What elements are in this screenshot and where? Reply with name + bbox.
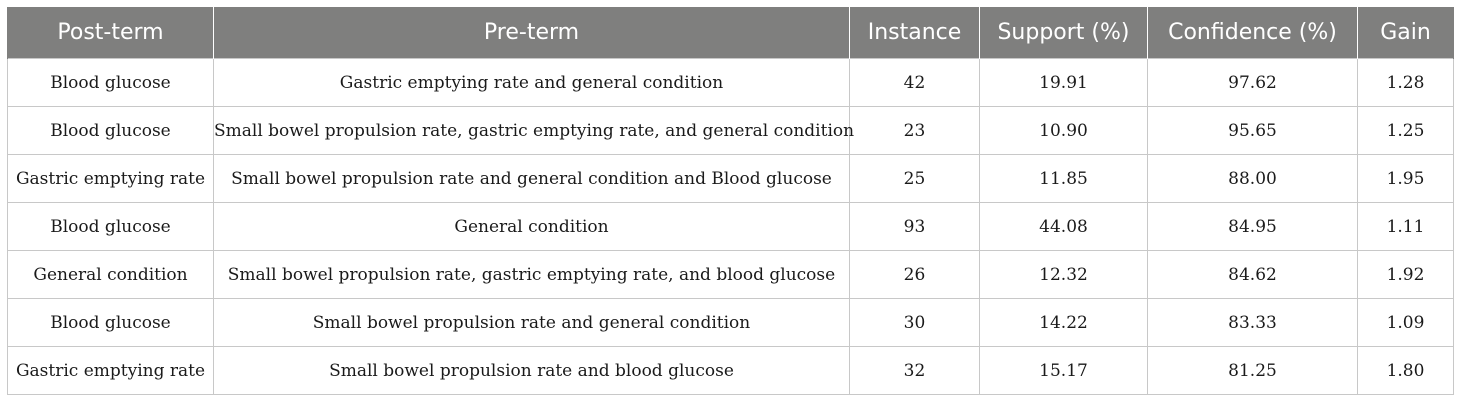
cell-support: 15.17	[980, 347, 1148, 395]
cell-post-term: Blood glucose	[8, 107, 214, 155]
cell-post-term: Gastric emptying rate	[8, 155, 214, 203]
cell-instance: 26	[850, 251, 980, 299]
cell-confidence: 84.95	[1148, 203, 1358, 251]
cell-confidence: 97.62	[1148, 59, 1358, 107]
cell-post-term: Gastric emptying rate	[8, 347, 214, 395]
cell-gain: 1.11	[1358, 203, 1454, 251]
cell-pre-term: Small bowel propulsion rate and general condition	[214, 299, 850, 347]
association-rules-table-container	[7, 7, 1453, 395]
cell-gain: 1.25	[1358, 107, 1454, 155]
table-header	[8, 7, 1454, 59]
cell-post-term: Blood glucose	[8, 59, 214, 107]
cell-gain: 1.80	[1358, 347, 1454, 395]
header-confidence: Confidence (%)	[1148, 7, 1358, 59]
cell-instance: 32	[850, 347, 980, 395]
cell-post-term: General condition	[8, 251, 214, 299]
header-support: Support (%)	[980, 7, 1148, 59]
table-row	[8, 59, 1454, 107]
table-row	[8, 251, 1454, 299]
cell-support: 44.08	[980, 203, 1148, 251]
cell-support: 12.32	[980, 251, 1148, 299]
header-pre-term: Pre-term	[214, 7, 850, 59]
cell-instance: 30	[850, 299, 980, 347]
cell-pre-term: Gastric emptying rate and general condition	[214, 59, 850, 107]
header-post-term: Post-term	[8, 7, 214, 59]
cell-instance: 23	[850, 107, 980, 155]
table-row	[8, 203, 1454, 251]
table-row	[8, 155, 1454, 203]
cell-post-term: Blood glucose	[8, 203, 214, 251]
table-body	[8, 59, 1454, 395]
cell-instance: 93	[850, 203, 980, 251]
cell-confidence: 81.25	[1148, 347, 1358, 395]
cell-pre-term: Small bowel propulsion rate, gastric emptying rate, and general condition	[214, 107, 850, 155]
cell-pre-term: Small bowel propulsion rate and general condition and Blood glucose	[214, 155, 850, 203]
cell-gain: 1.28	[1358, 59, 1454, 107]
cell-confidence: 95.65	[1148, 107, 1358, 155]
cell-gain: 1.92	[1358, 251, 1454, 299]
cell-instance: 25	[850, 155, 980, 203]
cell-gain: 1.09	[1358, 299, 1454, 347]
cell-confidence: 84.62	[1148, 251, 1358, 299]
cell-post-term: Blood glucose	[8, 299, 214, 347]
cell-pre-term: General condition	[214, 203, 850, 251]
table-row	[8, 347, 1454, 395]
header-gain: Gain	[1358, 7, 1454, 59]
table-row	[8, 107, 1454, 155]
cell-pre-term: Small bowel propulsion rate, gastric emptying rate, and blood glucose	[214, 251, 850, 299]
cell-gain: 1.95	[1358, 155, 1454, 203]
cell-instance: 42	[850, 59, 980, 107]
association-rules-table	[7, 7, 1454, 395]
cell-support: 14.22	[980, 299, 1148, 347]
cell-support: 19.91	[980, 59, 1148, 107]
cell-confidence: 88.00	[1148, 155, 1358, 203]
table-row	[8, 299, 1454, 347]
header-row	[8, 7, 1454, 59]
cell-support: 10.90	[980, 107, 1148, 155]
cell-pre-term: Small bowel propulsion rate and blood glucose	[214, 347, 850, 395]
header-instance: Instance	[850, 7, 980, 59]
cell-confidence: 83.33	[1148, 299, 1358, 347]
cell-support: 11.85	[980, 155, 1148, 203]
